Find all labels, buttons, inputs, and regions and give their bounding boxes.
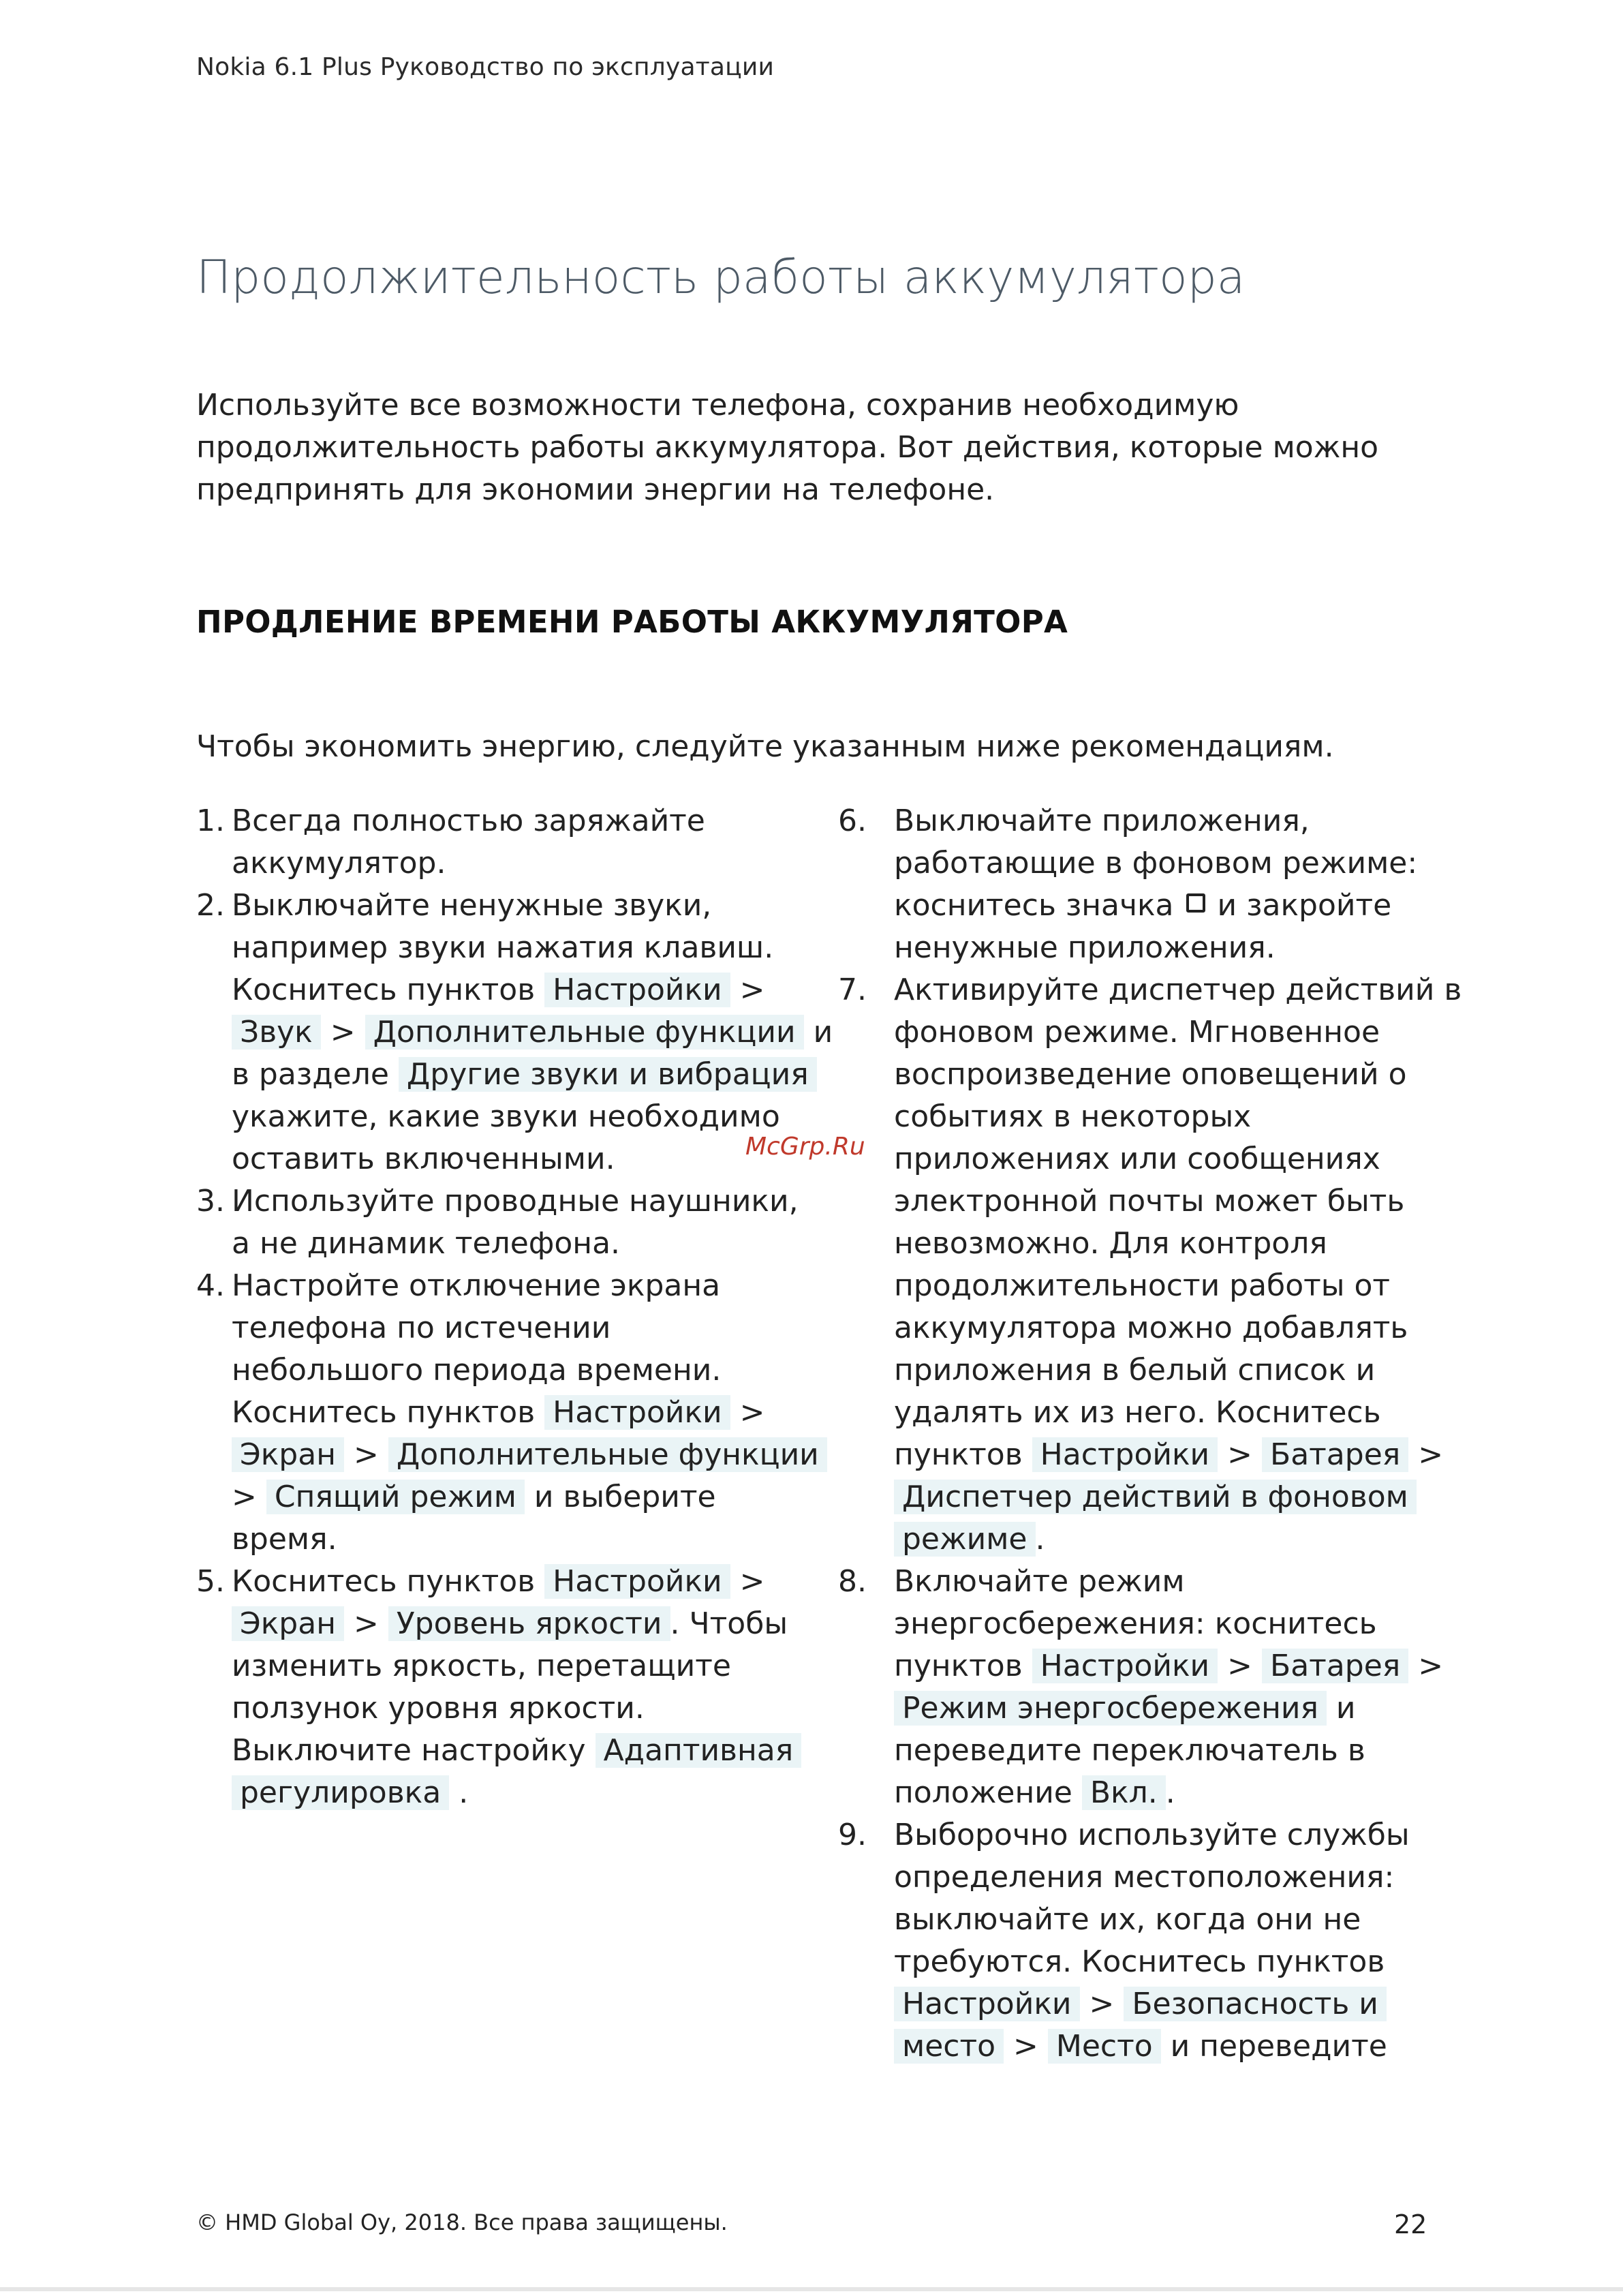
ui-term-adaptive: Адаптивная bbox=[596, 1733, 802, 1768]
item-number: 6. bbox=[838, 803, 867, 838]
page-title: Продолжительность работы аккумулятора bbox=[196, 251, 1246, 305]
ui-term-advanced: Дополнительные функции bbox=[388, 1437, 827, 1472]
item-text: изменить яркость, перетащите bbox=[232, 1649, 731, 1683]
text: и выберите bbox=[534, 1480, 716, 1514]
ui-term-other-sounds: Другие звуки и вибрация bbox=[399, 1057, 817, 1092]
text: коснитесь значка bbox=[894, 888, 1174, 923]
intro-line: Используйте все возможности телефона, сохранив необходимую bbox=[196, 388, 1239, 423]
item-text: аккумулятор. bbox=[232, 846, 446, 881]
item-text bbox=[232, 1476, 809, 1518]
list-item-7 bbox=[838, 969, 1462, 1561]
bottom-divider bbox=[0, 2287, 1623, 2291]
item-text: Выключайте приложения, bbox=[894, 803, 1310, 838]
text: и закройте bbox=[1217, 888, 1392, 923]
item-text bbox=[894, 2025, 1451, 2068]
ui-term-settings: Настройки bbox=[544, 1564, 730, 1599]
text: и bbox=[1335, 1691, 1356, 1726]
item-text: Настройте отключение экрана bbox=[232, 1268, 721, 1303]
item-text: Включайте режим bbox=[894, 1564, 1185, 1599]
ui-term-battery: Батарея bbox=[1262, 1649, 1408, 1683]
item-number: 2. bbox=[196, 888, 225, 923]
path-separator: > bbox=[1089, 1987, 1115, 2021]
item-text: требуются. Коснитесь пунктов bbox=[894, 1944, 1385, 1979]
ui-term-screen: Экран bbox=[232, 1606, 344, 1641]
item-text: электронной почты может быть bbox=[894, 1184, 1405, 1219]
item-text: время. bbox=[232, 1522, 337, 1557]
item-text bbox=[232, 1561, 809, 1603]
list-item-3 bbox=[196, 1180, 809, 1265]
item-text bbox=[894, 1983, 1451, 2025]
item-text bbox=[232, 969, 809, 1011]
right-column bbox=[838, 800, 1462, 2068]
path-separator: > bbox=[353, 1606, 379, 1641]
text: . bbox=[459, 1775, 469, 1810]
item-number: 1. bbox=[196, 803, 225, 838]
item-text bbox=[232, 1434, 819, 1476]
item-text: приложениях или сообщениях bbox=[894, 1142, 1380, 1176]
ui-term-advanced: Дополнительные функции bbox=[365, 1015, 804, 1050]
item-text: работающие в фоновом режиме: bbox=[894, 846, 1418, 881]
item-text bbox=[894, 1476, 1451, 1518]
text: пунктов bbox=[894, 1649, 1023, 1683]
item-number: 4. bbox=[196, 1268, 225, 1303]
text: положение bbox=[894, 1775, 1072, 1810]
item-text: удалять их из него. Коснитесь bbox=[894, 1395, 1381, 1430]
item-number: 7. bbox=[838, 973, 867, 1007]
list-item-4 bbox=[196, 1265, 819, 1561]
ui-term-settings: Настройки bbox=[894, 1987, 1080, 2021]
list-item-1 bbox=[196, 800, 809, 885]
path-separator: > bbox=[1418, 1649, 1444, 1683]
list-item-9 bbox=[838, 1814, 1451, 2068]
lead-sentence: Чтобы экономить энергию, следуйте указанным ниже рекомендациям. bbox=[196, 729, 1334, 764]
item-text bbox=[894, 1687, 1451, 1730]
item-text: телефона по истечении bbox=[232, 1311, 611, 1345]
item-text: ненужные приложения. bbox=[894, 930, 1276, 965]
intro-line: продолжительность работы аккумулятора. Вот действия, которые можно bbox=[196, 430, 1379, 465]
item-text bbox=[894, 1645, 1451, 1687]
item-text: определения местоположения: bbox=[894, 1860, 1395, 1895]
item-text bbox=[894, 1772, 1451, 1814]
item-text: а не динамик телефона. bbox=[232, 1226, 621, 1261]
path-separator: > bbox=[739, 973, 765, 1007]
item-text bbox=[232, 1054, 809, 1096]
ui-term-adjustment: регулировка bbox=[232, 1775, 449, 1810]
ui-term-brightness: Уровень яркости bbox=[388, 1606, 670, 1641]
item-text: событиях в некоторых bbox=[894, 1099, 1252, 1134]
text: пунктов bbox=[894, 1437, 1023, 1472]
item-text: оставить включенными. bbox=[232, 1142, 615, 1176]
list-item-2 bbox=[196, 885, 833, 1180]
item-number: 5. bbox=[196, 1564, 225, 1599]
ui-term-settings: Настройки bbox=[544, 1395, 730, 1430]
path-separator: > bbox=[1013, 2029, 1038, 2064]
item-number: 3. bbox=[196, 1184, 225, 1219]
text: и переведите bbox=[1170, 2029, 1387, 2064]
ui-term-settings: Настройки bbox=[1032, 1437, 1218, 1472]
path-separator: > bbox=[330, 1015, 356, 1050]
item-text bbox=[894, 885, 1451, 927]
path-separator: > bbox=[232, 1480, 257, 1514]
text: и bbox=[813, 1015, 833, 1050]
item-text: Используйте проводные наушники, bbox=[232, 1184, 799, 1219]
text: Выключите настройку bbox=[232, 1733, 586, 1768]
square-icon bbox=[1186, 893, 1205, 913]
item-text: невозможно. Для контроля bbox=[894, 1226, 1327, 1261]
path-separator: > bbox=[739, 1395, 765, 1430]
text: . Чтобы bbox=[670, 1606, 788, 1641]
list-item-6 bbox=[838, 800, 1451, 969]
page-number: 22 bbox=[1394, 2209, 1427, 2239]
text: Коснитесь пунктов bbox=[232, 1395, 536, 1430]
ui-term-mode: режиме bbox=[894, 1522, 1036, 1557]
ui-term-location-group: место bbox=[894, 2029, 1004, 2064]
item-number: 9. bbox=[838, 1818, 867, 1852]
item-text bbox=[894, 1518, 1451, 1561]
item-text: энергосбережения: коснитесь bbox=[894, 1606, 1377, 1641]
item-number: 8. bbox=[838, 1564, 867, 1599]
ui-term-battery: Батарея bbox=[1262, 1437, 1408, 1472]
list-item-5 bbox=[196, 1561, 809, 1814]
intro-line: предпринять для экономии энергии на телефоне. bbox=[196, 472, 995, 507]
item-text bbox=[232, 1011, 833, 1054]
ui-term-battery-saver: Режим энергосбережения bbox=[894, 1691, 1327, 1726]
item-text: Выборочно используйте службы bbox=[894, 1818, 1410, 1852]
ui-term-on: Вкл. bbox=[1082, 1775, 1166, 1810]
item-text: выключайте их, когда они не bbox=[894, 1902, 1361, 1937]
ui-term-sleep: Спящий режим bbox=[266, 1480, 525, 1514]
list-item-8 bbox=[838, 1561, 1451, 1814]
text: в разделе bbox=[232, 1057, 389, 1092]
item-text: Всегда полностью заряжайте bbox=[232, 803, 705, 838]
item-text bbox=[232, 1392, 809, 1434]
text: Коснитесь пунктов bbox=[232, 1564, 536, 1599]
item-text: укажите, какие звуки необходимо bbox=[232, 1099, 780, 1134]
ui-term-background-manager: Диспетчер действий в фоновом bbox=[894, 1480, 1417, 1514]
text: Коснитесь пунктов bbox=[232, 973, 536, 1007]
path-separator: > bbox=[1227, 1649, 1253, 1683]
item-text: ползунок уровня яркости. bbox=[232, 1691, 645, 1726]
item-text bbox=[894, 1434, 1451, 1476]
path-separator: > bbox=[353, 1437, 379, 1472]
footer-copyright: © HMD Global Oy, 2018. Все права защищены. bbox=[196, 2209, 728, 2235]
section-heading: ПРОДЛЕНИЕ ВРЕМЕНИ РАБОТЫ АККУМУЛЯТОРА bbox=[196, 604, 1068, 640]
ui-term-screen: Экран bbox=[232, 1437, 344, 1472]
item-text: например звуки нажатия клавиш. bbox=[232, 930, 774, 965]
item-text: воспроизведение оповещений о bbox=[894, 1057, 1407, 1092]
item-text: фоновом режиме. Мгновенное bbox=[894, 1015, 1380, 1050]
item-text: Выключайте ненужные звуки, bbox=[232, 888, 712, 923]
item-text: небольшого периода времени. bbox=[232, 1353, 722, 1388]
left-column bbox=[196, 800, 833, 1814]
path-separator: > bbox=[1227, 1437, 1253, 1472]
item-text bbox=[232, 1730, 809, 1772]
item-text bbox=[232, 1603, 809, 1645]
path-separator: > bbox=[739, 1564, 765, 1599]
ui-term-location: Место bbox=[1048, 2029, 1161, 2064]
document-header: Nokia 6.1 Plus Руководство по эксплуатации bbox=[196, 53, 775, 81]
item-text: аккумулятора можно добавлять bbox=[894, 1311, 1408, 1345]
item-text: продолжительности работы от bbox=[894, 1268, 1391, 1303]
ui-term-security: Безопасность и bbox=[1124, 1987, 1387, 2021]
text: . bbox=[1165, 1775, 1175, 1810]
watermark: McGrp.Ru bbox=[745, 1133, 865, 1161]
item-text: переведите переключатель в bbox=[894, 1733, 1365, 1768]
ui-term-settings: Настройки bbox=[544, 973, 730, 1007]
item-text bbox=[232, 1772, 809, 1814]
ui-term-sound: Звук bbox=[232, 1015, 321, 1050]
item-text: Активируйте диспетчер действий в bbox=[894, 973, 1462, 1007]
intro-paragraph bbox=[196, 384, 1423, 511]
ui-term-settings: Настройки bbox=[1032, 1649, 1218, 1683]
text: . bbox=[1035, 1522, 1045, 1557]
item-text: приложения в белый список и bbox=[894, 1353, 1376, 1388]
path-separator: > bbox=[1418, 1437, 1444, 1472]
